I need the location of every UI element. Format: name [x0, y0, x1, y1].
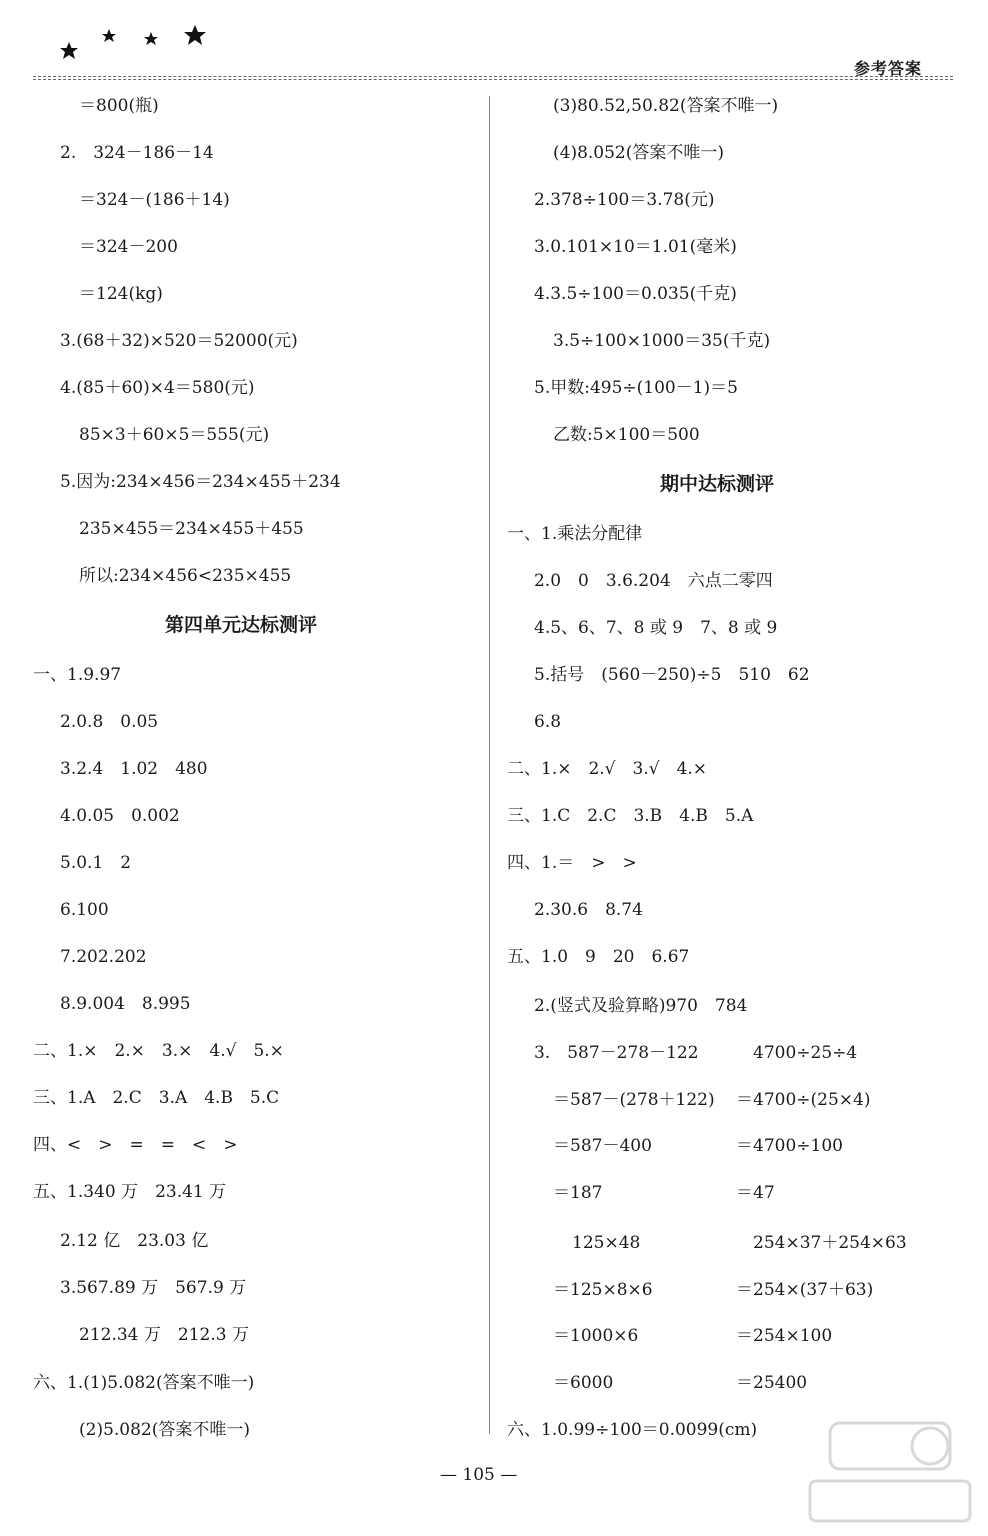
answer-line: 二、1.× 2.× 3.× 4.√ 5.× [33, 1041, 284, 1061]
answer-line: 4700÷25÷4 [753, 1043, 858, 1063]
answer-line: 4.3.5÷100＝0.035(千克) [534, 284, 737, 304]
answer-line: 5.括号 (560－250)÷5 510 62 [534, 665, 810, 685]
page-number: — 105 — [440, 1465, 518, 1485]
section-heading: 期中达标测评 [660, 473, 775, 495]
answer-line: 三、1.C 2.C 3.B 4.B 5.A [507, 806, 754, 826]
star-icon [102, 29, 116, 42]
column-divider [489, 96, 490, 1434]
answer-line: 3.567.89 万 567.9 万 [60, 1278, 247, 1298]
header-label: 参考答案 [853, 59, 922, 78]
answer-line: 2.0 0 3.6.204 六点二零四 [534, 571, 773, 591]
answer-line: 所以:234×456<235×455 [79, 566, 292, 586]
answer-line: 6.8 [534, 712, 562, 732]
star-icon [184, 25, 206, 45]
answer-line: ＝587－400 [553, 1136, 652, 1156]
answer-line: ＝324－(186＋14) [79, 190, 230, 210]
answer-line: ＝47 [736, 1183, 775, 1203]
answer-line: 六、1.(1)5.082(答案不唯一) [33, 1373, 255, 1393]
answer-line: 4.(85＋60)×4＝580(元) [60, 378, 255, 398]
answer-line: 235×455＝234×455＋455 [79, 519, 304, 539]
answer-line: 3.(68＋32)×520＝52000(元) [60, 331, 298, 351]
answer-line: ＝800(瓶) [79, 96, 159, 116]
answer-line: 四、< > = = < > [33, 1135, 238, 1155]
answer-line: ＝6000 [553, 1373, 614, 1393]
answer-line: 3.5÷100×1000＝35(千克) [553, 331, 771, 351]
answer-line: 三、1.A 2.C 3.A 4.B 5.C [33, 1088, 280, 1108]
star-icon [60, 42, 78, 59]
answer-line: 五、1.340 万 23.41 万 [33, 1182, 227, 1202]
answer-line: 五、1.0 9 20 6.67 [507, 947, 690, 967]
answer-line: 乙数:5×100＝500 [553, 425, 700, 445]
star-icon [144, 32, 158, 45]
answer-line: 5.因为:234×456＝234×455＋234 [60, 472, 341, 492]
answer-line: ＝254×100 [736, 1326, 833, 1346]
answer-line: (4)8.052(答案不唯一) [553, 143, 725, 163]
answer-line: 125×48 [572, 1233, 641, 1253]
answer-line: 四、1.＝ > > [507, 853, 637, 873]
answer-line: ＝4700÷100 [736, 1136, 843, 1156]
answer-line: 六、1.0.99÷100＝0.0099(cm) [507, 1420, 758, 1440]
answer-line: ＝1000×6 [553, 1326, 639, 1346]
section-heading: 第四单元达标测评 [165, 614, 318, 636]
answer-line: 8.9.004 8.995 [60, 994, 191, 1014]
answer-line: 5.甲数:495÷(100－1)＝5 [534, 378, 738, 398]
answer-line: ＝4700÷(25×4) [736, 1090, 871, 1110]
answer-line: 3. 587－278－122 [534, 1043, 699, 1063]
answer-line: 6.100 [60, 900, 109, 920]
answer-line: 7.202.202 [60, 947, 147, 967]
answer-line: ＝254×(37＋63) [736, 1280, 874, 1300]
answer-line: (2)5.082(答案不唯一) [79, 1420, 251, 1440]
answer-line: 2. 324－186－14 [60, 143, 214, 163]
answer-line: 2.(竖式及验算略)970 784 [534, 996, 748, 1016]
answer-line: ＝187 [553, 1183, 603, 1203]
answer-line: 2.30.6 8.74 [534, 900, 643, 920]
answer-line: 2.12 亿 23.03 亿 [60, 1231, 209, 1251]
answer-line: ＝25400 [736, 1373, 808, 1393]
answer-line: (3)80.52,50.82(答案不唯一) [553, 96, 779, 116]
answer-line: 2.0.8 0.05 [60, 712, 159, 732]
answer-line: 4.0.05 0.002 [60, 806, 180, 826]
answer-line: 一、1.9.97 [33, 665, 122, 685]
answer-line: 85×3＋60×5＝555(元) [79, 425, 270, 445]
header-rule [33, 76, 953, 77]
header-rule [33, 79, 953, 80]
answer-line: ＝124(kg) [79, 284, 163, 304]
answer-line: 二、1.× 2.√ 3.√ 4.× [507, 759, 708, 779]
answer-line: 3.2.4 1.02 480 [60, 759, 208, 779]
answer-line: 212.34 万 212.3 万 [79, 1325, 249, 1345]
answer-line: 一、1.乘法分配律 [507, 524, 643, 544]
answer-line: 3.0.101×10＝1.01(毫米) [534, 237, 737, 257]
answer-line: 4.5、6、7、8 或 9 7、8 或 9 [534, 618, 778, 638]
answer-line: 254×37＋254×63 [753, 1233, 907, 1253]
answer-line: ＝324－200 [79, 237, 178, 257]
answer-line: ＝587－(278＋122) [553, 1090, 715, 1110]
watermark-logo [800, 1415, 980, 1530]
answer-line: 5.0.1 2 [60, 853, 132, 873]
answer-line: ＝125×8×6 [553, 1280, 653, 1300]
answer-line: 2.378÷100＝3.78(元) [534, 190, 715, 210]
star-decoration [55, 22, 255, 67]
